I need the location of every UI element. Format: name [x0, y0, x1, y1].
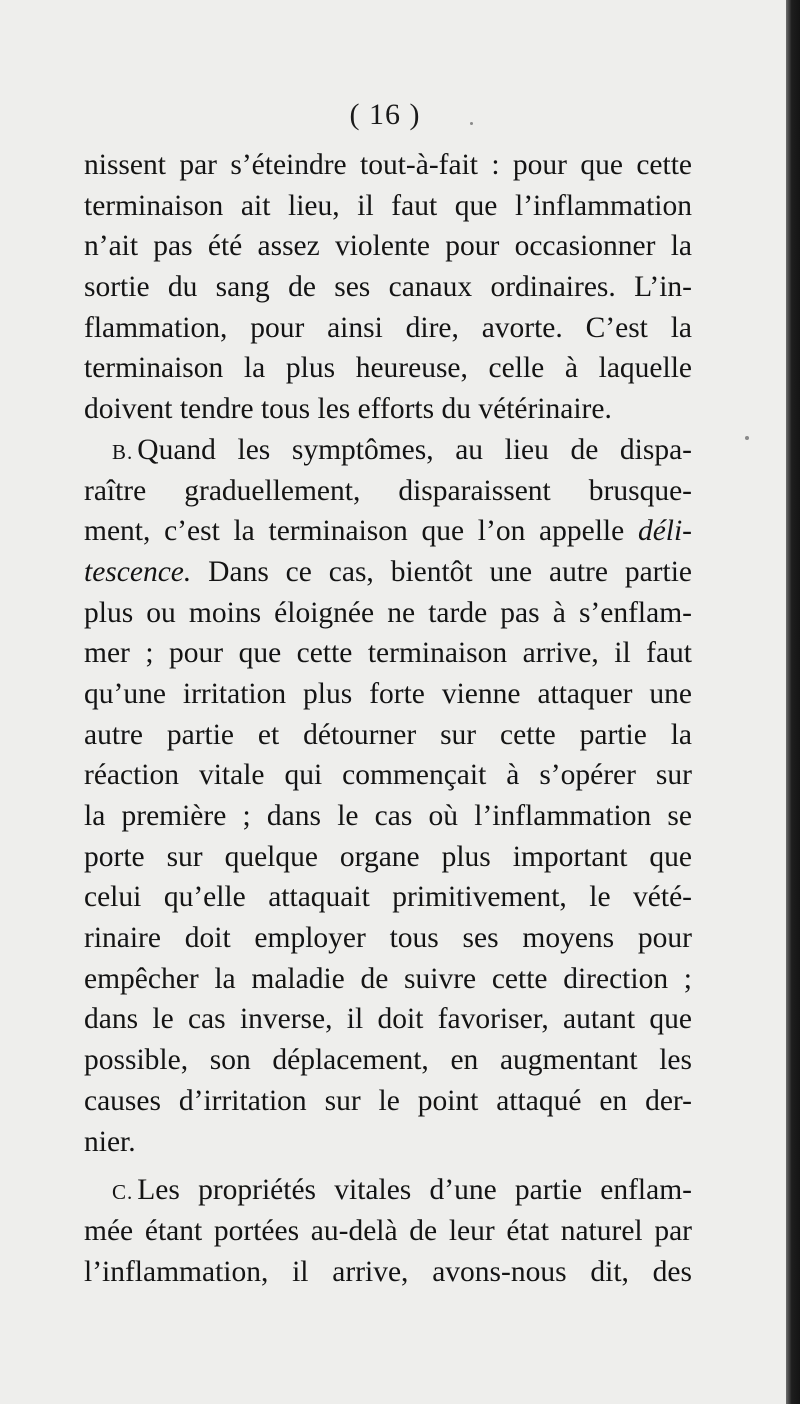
- paper-speck: [470, 122, 473, 125]
- line-text: ment, c’est la terminaison que l’on appelle: [84, 515, 638, 548]
- text-line: terminaison la plus heureuse, celle à laquelle: [84, 352, 692, 385]
- section-b-first-text: Quand les symptômes, au lieu de dispa-: [137, 433, 692, 466]
- italic-term: déli-: [637, 515, 692, 548]
- page-edge-shadow: [786, 0, 800, 1404]
- text-line: raître graduellement, disparaissent brusque-: [84, 474, 692, 507]
- text-line: l’inflammation, il arrive, avons-nous dit, des: [84, 1255, 692, 1288]
- text-line: mée étant portées au-delà de leur état naturel par: [84, 1214, 692, 1247]
- text-line: possible, son déplacement, en augmentant les: [84, 1044, 692, 1077]
- text-line: nissent par s’éteindre tout-à-fait : pour que cette: [84, 149, 692, 181]
- section-c-first-text: Les propriétés vitales d’une partie enflam-: [137, 1174, 692, 1207]
- text-line: porte sur quelque organe plus important que: [84, 840, 692, 873]
- text-line: la première ; dans le cas où l’inflammation se: [84, 800, 692, 832]
- text-line: celui qu’elle attaquait primitivement, le vété-: [84, 881, 692, 914]
- paper-speck: [745, 436, 749, 440]
- text-line: plus ou moins éloignée ne tarde pas à s’enflam-: [84, 596, 692, 629]
- text-line: [84, 511, 692, 552]
- body-text: [84, 145, 692, 1292]
- text-line: empêcher la maladie de suivre cette direction ;: [84, 962, 692, 995]
- line-text: Dans ce cas, bientôt une autre partie: [191, 555, 692, 588]
- section-b-first-line: [84, 430, 692, 471]
- text-line: réaction vitale qui commençait à s’opérer sur: [84, 759, 692, 792]
- text-line: doivent tendre tous les efforts du vétérinaire.: [84, 393, 612, 426]
- text-line: nier.: [84, 1125, 136, 1158]
- text-line: [84, 552, 692, 593]
- text-line: n’ait pas été assez violente pour occasionner la: [84, 230, 692, 263]
- text-line: qu’une irritation plus forte vienne attaquer une: [84, 677, 692, 710]
- italic-term: tescence.: [84, 555, 192, 588]
- text-line: flammation, pour ainsi dire, avorte. C’est la: [84, 311, 692, 344]
- text-line: dans le cas inverse, il doit favoriser, autant que: [84, 1003, 692, 1036]
- text-line: terminaison ait lieu, il faut que l’inflammation: [84, 189, 692, 222]
- section-b-marker: B.: [112, 439, 134, 464]
- page-number: ( 16 ): [349, 98, 421, 131]
- text-line: causes d’irritation sur le point attaqué en der-: [84, 1084, 692, 1117]
- text-line: mer ; pour que cette terminaison arrive, il faut: [84, 637, 692, 670]
- section-c-first-line: [84, 1170, 692, 1211]
- section-c-marker: C.: [112, 1180, 134, 1205]
- text-line: sortie du sang de ses canaux ordinaires. L’in-: [84, 271, 692, 304]
- text-line: rinaire doit employer tous ses moyens pour: [84, 922, 692, 955]
- text-line: autre partie et détourner sur cette partie la: [84, 718, 692, 751]
